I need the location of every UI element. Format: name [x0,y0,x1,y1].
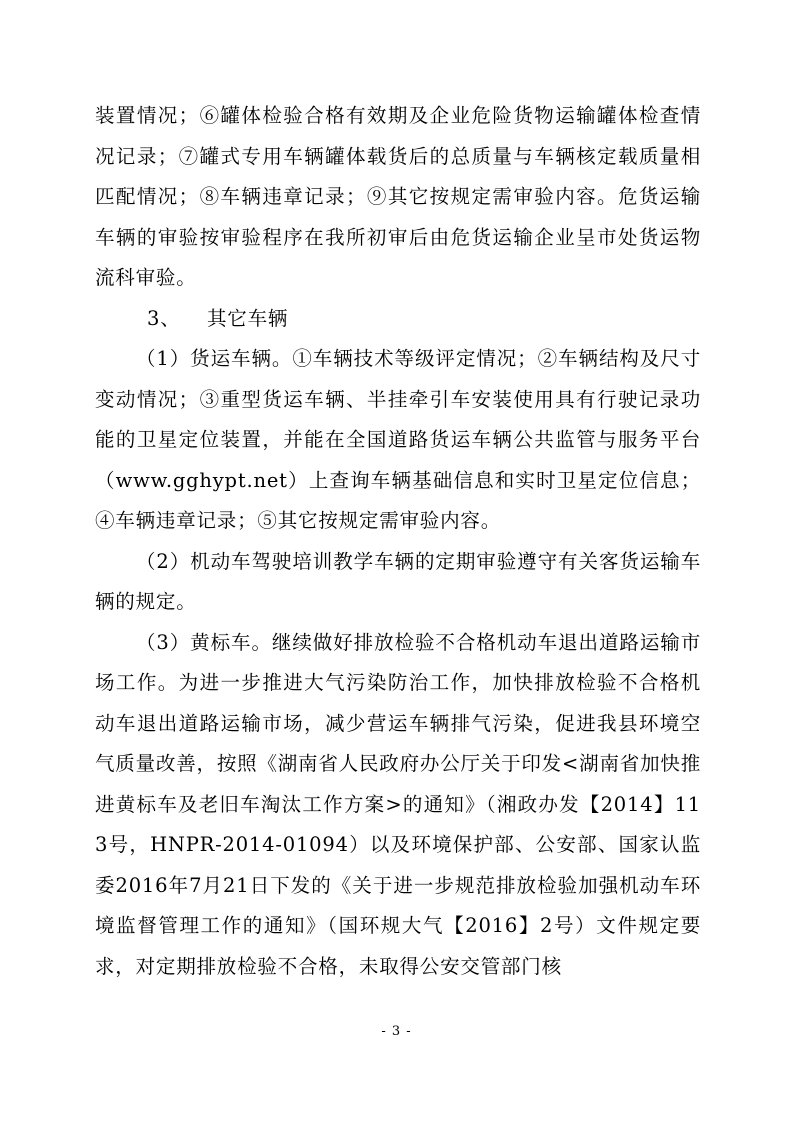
page-number: - 3 - [381,1024,412,1039]
section-heading [95,299,701,340]
paragraph-freight-vehicles: （1）货运车辆。①车辆技术等级评定情况；②车辆结构及尺寸变动情况；③重型货运车辆、半挂牵引车安装使用具有行驶记录功能的卫星定位装置，并能在全国道路货运车辆公共监管与服务平台（www.gghypt.net）上查询车辆基础信息和实时卫星定位信息；④车辆违章记录；⑤其它按规定需审验内容。 [95,347,701,532]
paragraph-driver-training-vehicles: （2）机动车驾驶培训教学车辆的定期审验遵守有关客货运输车辆的规定。 [95,549,701,613]
section-heading-title: 其它车辆 [207,306,289,330]
document-body [95,96,701,987]
paragraph-yellow-label-vehicles: （3）黄标车。继续做好排放检验不合格机动车退出道路运输市场工作。为进一步推进大气污染防治工作，加快排放检验不合格机动车退出道路运输市场，减少营运车辆排气污染，促进我县环境空气质量改善，按照《湖南省人民政府办公厅关于印发<湖南省加快推进黄标车及老旧车淘汰工作方案>的通知》（湘政办发【2014】113号，HNPR-2014-01094）以及环境保护部、公安部、国家认监委2016年7月21日下发的《关于进一步规范排放检验加强机动车环境监督管理工作的通知》（国环规大气【2016】2号）文件规定要求，对定期排放检验不合格，未取得公安交管部门核 [95,630,701,978]
section-heading-number: 3、 [147,306,181,330]
paragraph-continuation: 装置情况；⑥罐体检验合格有效期及企业危险货物运输罐体检查情况记录；⑦罐式专用车辆罐体载货后的总质量与车辆核定载质量相匹配情况；⑧车辆违章记录；⑨其它按规定需审验内容。危货运输车辆的审验按审验程序在我所初审后由危货运输企业呈市处货运物流科审验。 [95,104,701,289]
